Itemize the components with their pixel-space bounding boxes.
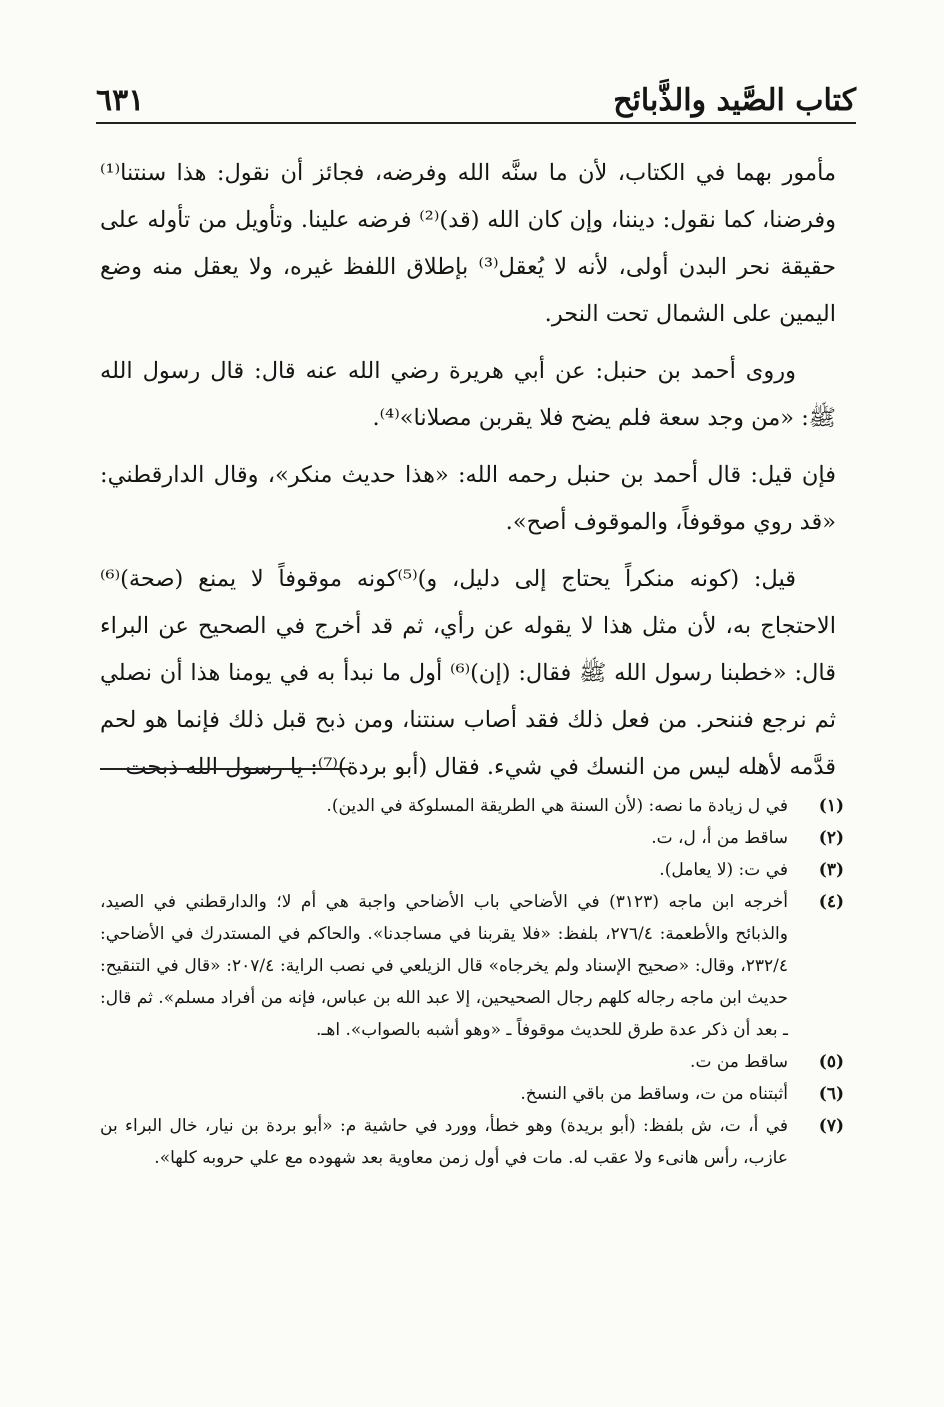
footnote-number: (٧) [818, 1116, 844, 1136]
main-text [100, 150, 836, 801]
footnote [100, 1110, 844, 1174]
footnote-number: (٥) [818, 1052, 844, 1072]
paragraph: وروى أحمد بن حنبل: عن أبي هريرة رضي الله عنه قال: قال رسول الله ﷺ: «من وجد سعة فلم يضح فلا يقربن مصلانا»⁽⁴⁾. [100, 358, 836, 431]
footnote [100, 790, 844, 822]
footnote-text: في ل زيادة ما نصه: (لأن السنة هي الطريقة المسلوكة في الدين). [326, 796, 788, 816]
footnotes [100, 790, 844, 1174]
footnote-number: (٦) [818, 1084, 844, 1104]
footnote-number: (٣) [818, 860, 844, 880]
footnote-separator [100, 768, 350, 770]
footnote-number: (٤) [818, 892, 844, 912]
paragraph: قيل: (كونه منكراً يحتاج إلى دليل، و)⁽⁵⁾كونه موقوفاً لا يمنع (صحة)⁽⁶⁾ الاحتجاج به، لأن مثل هذا لا يقوله عن رأي، ثم قد أخرج في الصحيح عن البراء قال: «خطبنا رسول الله ﷺ فقال: (إن)⁽⁶⁾ أول ما نبدأ به في يومنا هذا أن نصلي ثم نرجع فننحر. من فعل ذلك فقد أصاب سنتنا، ومن ذبح قبل ذلك فإنما هو لحم قدَّمه لأهله ليس من النسك في شيء. فقال (أبو بردة)⁽⁷⁾: يا رسول الله ذبحت [100, 566, 836, 780]
footnote [100, 854, 844, 886]
running-title: كتاب الصَّيد والذَّبائح [613, 83, 856, 118]
footnote-text: أخرجه ابن ماجه (٣١٢٣) في الأضاحي باب الأضاحي واجبة هي أم لا؛ والدارقطني في الصيد، والذبائح والأطعمة: ٢٧٦/٤، بلفظ: «فلا يقربنا في مساجدنا». والحاكم في المستدرك في الأضاحي: ٢٣٢/٤، وقال: «صحيح الإسناد ولم يخرجاه» قال الزيلعي في نصب الراية: ٢٠٧/٤: «قال في التنقيح: حديث ابن ماجه رجاله كلهم رجال الصحيحين، إلا عبد الله بن عباس، فإنه من أفراد مسلم». ثم قال: ـ بعد أن ذكر عدة طرق للحديث موقوفاً ـ «وهو أشبه بالصواب». اهـ. [100, 892, 788, 1040]
paragraph: مأمور بهما في الكتاب، لأن ما سنَّه الله وفرضه، فجائز أن نقول: هذا سنتنا⁽¹⁾ وفرضنا، كما نقول: ديننا، وإن كان الله (قد)⁽²⁾ فرضه علينا. وتأويل من تأوله على حقيقة نحر البدن أولى، لأنه لا يُعقل⁽³⁾ بإطلاق اللفظ غيره، ولا يعقل منه وضع اليمين على الشمال تحت النحر. [100, 160, 836, 327]
footnote [100, 1046, 844, 1078]
footnote [100, 886, 844, 1046]
footnote [100, 822, 844, 854]
footnote-number: (١) [818, 796, 844, 816]
footnote [100, 1078, 844, 1110]
footnote-text: في أ، ت، ش بلفظ: (أبو بريدة) وهو خطأ، وورد في حاشية م: «أبو بردة بن نيار، خال البراء بن عازب، رأس هانىء ولا عقب له. مات في أول زمن معاوية بعد شهوده مع علي حروبه كلها». [100, 1116, 788, 1168]
footnote-text: ساقط من أ، ل، ت. [651, 828, 788, 848]
footnote-text: في ت: (لا يعامل). [659, 860, 788, 880]
page-header [96, 72, 856, 124]
footnote-text: ساقط من ت. [690, 1052, 788, 1072]
paragraph: فإن قيل: قال أحمد بن حنبل رحمه الله: «هذا حديث منكر»، وقال الدارقطني: «قد روي موقوفاً، والموقوف أصح». [100, 462, 836, 535]
footnote-number: (٢) [818, 828, 844, 848]
page-number: ٦٣١ [96, 83, 145, 118]
footnote-text: أثبتناه من ت، وساقط من باقي النسخ. [520, 1084, 788, 1104]
